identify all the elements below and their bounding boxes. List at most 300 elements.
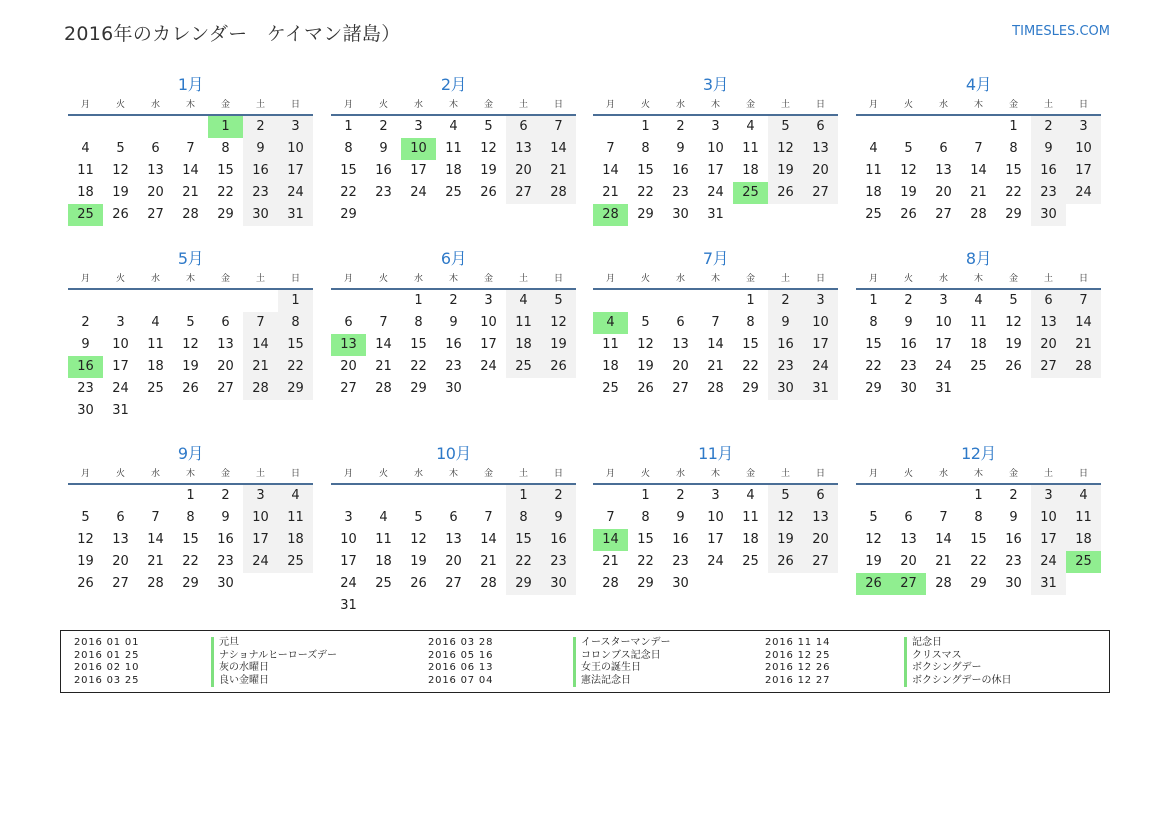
day-cell: 26: [112, 207, 129, 222]
weekday-label: 火: [640, 469, 650, 479]
empty-cell: [506, 378, 541, 400]
empty-cell: [628, 290, 663, 312]
day-cell: 5: [1009, 293, 1018, 308]
day-cell: 13: [217, 337, 234, 352]
holiday-name: ナショナルヒーローズデー: [211, 650, 337, 663]
weekend-day-cell: 11: [1066, 507, 1101, 529]
day-cell: 15: [637, 532, 654, 547]
weekday-label: 木: [448, 469, 458, 479]
day-cell: 9: [676, 510, 685, 525]
weekday-label: 火: [640, 100, 650, 110]
weekday-label: 火: [115, 469, 125, 479]
weekend-day-cell: 27: [506, 182, 541, 204]
holiday-name: クリスマス: [904, 650, 1012, 663]
weekday-label: 水: [413, 469, 423, 479]
empty-cell: [733, 204, 768, 226]
day-cell: 20: [672, 359, 689, 374]
weekend-day-cell: 2: [243, 116, 278, 138]
weekend-day-cell: 18: [506, 334, 541, 356]
week-row: [856, 378, 1101, 400]
week-row: [331, 160, 576, 182]
month-name: 9月: [177, 444, 204, 463]
weekday-header: [856, 272, 1101, 290]
week-row: [593, 573, 838, 595]
week-row: [68, 138, 313, 160]
weekday-label: 月: [80, 469, 90, 479]
weekend-day-cell: 16: [541, 529, 576, 551]
weekend-day-cell: 2: [541, 485, 576, 507]
weekend-day-cell: 16: [1031, 160, 1066, 182]
weekday-label: 月: [343, 274, 353, 284]
day-cell: 11: [77, 163, 94, 178]
day-cell: 4: [974, 293, 983, 308]
week-row: [68, 485, 313, 507]
day-cell: 25: [742, 554, 759, 569]
day-cell: 8: [1009, 141, 1018, 156]
holiday-day-cell: 4: [593, 312, 628, 334]
weekend-day-cell: 5: [768, 485, 803, 507]
empty-cell: [593, 290, 628, 312]
empty-cell: [663, 290, 698, 312]
day-cell: 8: [221, 141, 230, 156]
day-cell: 28: [602, 576, 619, 591]
month-calendar: [593, 249, 838, 400]
empty-cell: [173, 400, 208, 422]
weekday-header: [593, 272, 838, 290]
day-cell: 1: [344, 119, 353, 134]
day-cell: 14: [147, 532, 164, 547]
month-calendar: [593, 444, 838, 595]
month-calendar: [856, 444, 1101, 595]
day-cell: 2: [676, 119, 685, 134]
weekday-label: 木: [973, 100, 983, 110]
month-name: 3月: [702, 75, 729, 94]
weekend-day-cell: 19: [768, 160, 803, 182]
weekend-day-cell: 9: [768, 312, 803, 334]
day-cell: 20: [445, 554, 462, 569]
day-cell: 28: [182, 207, 199, 222]
weekend-day-cell: 31: [1031, 573, 1066, 595]
week-row: [593, 507, 838, 529]
weekday-label: 日: [1078, 274, 1088, 284]
day-cell: 15: [217, 163, 234, 178]
week-row: [593, 138, 838, 160]
day-cell: 1: [641, 488, 650, 503]
week-row: [856, 356, 1101, 378]
day-cell: 22: [217, 185, 234, 200]
weekday-label: 木: [973, 469, 983, 479]
week-row: [856, 334, 1101, 356]
day-cell: 17: [935, 337, 952, 352]
empty-cell: [138, 400, 173, 422]
empty-cell: [1066, 378, 1101, 400]
day-cell: 30: [672, 576, 689, 591]
day-cell: 12: [900, 163, 917, 178]
day-cell: 2: [221, 488, 230, 503]
day-cell: 16: [1005, 532, 1022, 547]
empty-cell: [1066, 204, 1101, 226]
day-cell: 22: [865, 359, 882, 374]
holiday-day-cell: 26: [856, 573, 891, 595]
week-row: [68, 334, 313, 356]
empty-cell: [541, 595, 576, 617]
day-cell: 20: [935, 185, 952, 200]
day-cell: 15: [970, 532, 987, 547]
weekday-label: 日: [290, 469, 300, 479]
day-cell: 17: [340, 554, 357, 569]
weekend-day-cell: 12: [768, 138, 803, 160]
empty-cell: [593, 116, 628, 138]
holiday-date: 2016 06 13: [428, 662, 494, 674]
empty-cell: [173, 290, 208, 312]
weekend-day-cell: 20: [803, 160, 838, 182]
holiday-day-cell: 25: [68, 204, 103, 226]
holiday-date-column: [428, 637, 493, 687]
weekday-label: 木: [448, 274, 458, 284]
day-cell: 25: [147, 381, 164, 396]
day-cell: 24: [340, 576, 357, 591]
month-name: 8月: [965, 249, 992, 268]
day-cell: 11: [742, 141, 759, 156]
week-row: [331, 378, 576, 400]
day-cell: 28: [935, 576, 952, 591]
day-cell: 16: [375, 163, 392, 178]
site-link[interactable]: TIMESLES.COM: [1012, 24, 1110, 39]
holiday-list: [60, 630, 1110, 693]
day-cell: 2: [449, 293, 458, 308]
weekend-day-cell: 13: [803, 138, 838, 160]
week-row: [68, 182, 313, 204]
week-row: [68, 116, 313, 138]
day-cell: 18: [742, 532, 759, 547]
day-cell: 16: [672, 163, 689, 178]
empty-cell: [768, 204, 803, 226]
holiday-day-cell: 28: [593, 204, 628, 226]
week-row: [331, 182, 576, 204]
week-row: [331, 116, 576, 138]
day-cell: 9: [904, 315, 913, 330]
day-cell: 14: [602, 163, 619, 178]
day-cell: 15: [865, 337, 882, 352]
weekday-label: 水: [675, 100, 685, 110]
day-cell: 2: [676, 488, 685, 503]
week-row: [856, 138, 1101, 160]
day-cell: 1: [641, 119, 650, 134]
day-cell: 24: [935, 359, 952, 374]
day-cell: 1: [1009, 119, 1018, 134]
day-cell: 20: [217, 359, 234, 374]
holiday-date: 2016 01 25: [74, 649, 140, 661]
day-cell: 15: [742, 337, 759, 352]
day-cell: 23: [672, 554, 689, 569]
day-cell: 21: [707, 359, 724, 374]
empty-cell: [278, 573, 313, 595]
empty-cell: [541, 204, 576, 226]
day-cell: 19: [410, 554, 427, 569]
day-cell: 10: [340, 532, 357, 547]
week-row: [331, 138, 576, 160]
weekday-label: 日: [815, 469, 825, 479]
weekday-label: 金: [483, 469, 493, 479]
weekday-label: 月: [80, 274, 90, 284]
day-cell: 23: [445, 359, 462, 374]
weekend-day-cell: 15: [506, 529, 541, 551]
weekend-day-cell: 26: [541, 356, 576, 378]
day-cell: 3: [414, 119, 423, 134]
weekday-label: 水: [413, 274, 423, 284]
holiday-date-column: [74, 637, 139, 687]
day-cell: 23: [77, 381, 94, 396]
weekday-label: 土: [255, 274, 265, 284]
weekday-label: 水: [675, 274, 685, 284]
weekend-day-cell: 23: [243, 182, 278, 204]
day-cell: 3: [116, 315, 125, 330]
weekend-day-cell: 10: [803, 312, 838, 334]
day-cell: 4: [151, 315, 160, 330]
holiday-date: 2016 03 25: [74, 674, 140, 686]
day-cell: 4: [746, 119, 755, 134]
day-cell: 2: [379, 119, 388, 134]
holiday-name: 憲法記念日: [573, 675, 671, 688]
weekend-day-cell: 4: [1066, 485, 1101, 507]
day-cell: 3: [711, 488, 720, 503]
weekday-label: 土: [780, 100, 790, 110]
day-cell: 9: [1009, 510, 1018, 525]
week-row: [331, 507, 576, 529]
empty-cell: [243, 573, 278, 595]
day-cell: 5: [869, 510, 878, 525]
weekend-day-cell: 23: [768, 356, 803, 378]
empty-cell: [803, 573, 838, 595]
day-cell: 6: [449, 510, 458, 525]
day-cell: 10: [112, 337, 129, 352]
weekday-label: 金: [220, 100, 230, 110]
empty-cell: [961, 378, 996, 400]
day-cell: 25: [970, 359, 987, 374]
weekday-label: 土: [1043, 274, 1053, 284]
holiday-name: 女王の誕生日: [573, 662, 671, 675]
weekend-day-cell: 25: [506, 356, 541, 378]
month-calendar: [68, 75, 313, 226]
empty-cell: [68, 116, 103, 138]
week-row: [331, 485, 576, 507]
weekday-label: 火: [378, 469, 388, 479]
day-cell: 12: [182, 337, 199, 352]
day-cell: 9: [449, 315, 458, 330]
day-cell: 24: [707, 185, 724, 200]
week-row: [856, 290, 1101, 312]
weekend-day-cell: 24: [243, 551, 278, 573]
day-cell: 29: [217, 207, 234, 222]
day-cell: 23: [672, 185, 689, 200]
holiday-date: 2016 12 27: [765, 674, 831, 686]
weekday-header: [856, 98, 1101, 116]
day-cell: 7: [711, 315, 720, 330]
day-cell: 2: [81, 315, 90, 330]
weekday-label: 月: [868, 274, 878, 284]
week-row: [593, 204, 838, 226]
empty-cell: [138, 290, 173, 312]
weekday-label: 木: [710, 100, 720, 110]
day-cell: 5: [81, 510, 90, 525]
day-cell: 13: [935, 163, 952, 178]
weekday-label: 金: [1008, 100, 1018, 110]
day-cell: 3: [939, 293, 948, 308]
month-calendar: [331, 249, 576, 400]
day-cell: 13: [900, 532, 917, 547]
week-row: [593, 116, 838, 138]
weekday-label: 木: [185, 469, 195, 479]
weekend-day-cell: 22: [506, 551, 541, 573]
weekday-label: 土: [780, 274, 790, 284]
day-cell: 13: [147, 163, 164, 178]
weekday-label: 金: [483, 100, 493, 110]
day-cell: 14: [182, 163, 199, 178]
weekday-label: 日: [290, 274, 300, 284]
weekday-header: [593, 98, 838, 116]
empty-cell: [401, 595, 436, 617]
month-calendar: [331, 75, 576, 226]
weekend-day-cell: 27: [1031, 356, 1066, 378]
weekend-day-cell: 3: [278, 116, 313, 138]
day-cell: 8: [641, 141, 650, 156]
week-row: [68, 312, 313, 334]
day-cell: 6: [939, 141, 948, 156]
day-cell: 27: [672, 381, 689, 396]
weekday-label: 火: [115, 100, 125, 110]
empty-cell: [331, 485, 366, 507]
week-row: [331, 290, 576, 312]
day-cell: 10: [480, 315, 497, 330]
weekend-day-cell: 13: [1031, 312, 1066, 334]
day-cell: 26: [900, 207, 917, 222]
weekday-label: 水: [150, 274, 160, 284]
week-row: [593, 529, 838, 551]
day-cell: 29: [637, 207, 654, 222]
day-cell: 29: [410, 381, 427, 396]
weekend-day-cell: 10: [1031, 507, 1066, 529]
weekend-day-cell: 17: [803, 334, 838, 356]
empty-cell: [506, 595, 541, 617]
day-cell: 17: [480, 337, 497, 352]
month-calendar: [856, 249, 1101, 400]
weekday-label: 日: [553, 274, 563, 284]
day-cell: 31: [707, 207, 724, 222]
week-row: [331, 204, 576, 226]
day-cell: 31: [935, 381, 952, 396]
day-cell: 11: [602, 337, 619, 352]
day-cell: 30: [217, 576, 234, 591]
weekend-day-cell: 21: [243, 356, 278, 378]
day-cell: 20: [147, 185, 164, 200]
empty-cell: [926, 116, 961, 138]
week-row: [68, 573, 313, 595]
week-row: [68, 290, 313, 312]
day-cell: 16: [900, 337, 917, 352]
holiday-date: 2016 05 16: [428, 649, 494, 661]
day-cell: 27: [112, 576, 129, 591]
day-cell: 4: [449, 119, 458, 134]
day-cell: 20: [340, 359, 357, 374]
day-cell: 19: [182, 359, 199, 374]
day-cell: 5: [414, 510, 423, 525]
day-cell: 13: [672, 337, 689, 352]
weekday-label: 土: [518, 469, 528, 479]
empty-cell: [891, 116, 926, 138]
empty-cell: [856, 485, 891, 507]
day-cell: 5: [641, 315, 650, 330]
weekday-label: 金: [220, 274, 230, 284]
day-cell: 31: [112, 403, 129, 418]
day-cell: 29: [742, 381, 759, 396]
week-row: [856, 116, 1101, 138]
weekday-header: [331, 467, 576, 485]
weekend-day-cell: 4: [278, 485, 313, 507]
day-cell: 17: [410, 163, 427, 178]
empty-cell: [926, 485, 961, 507]
weekend-day-cell: 6: [506, 116, 541, 138]
day-cell: 12: [77, 532, 94, 547]
day-cell: 20: [900, 554, 917, 569]
day-cell: 1: [746, 293, 755, 308]
day-cell: 22: [182, 554, 199, 569]
weekend-day-cell: 17: [243, 529, 278, 551]
day-cell: 15: [637, 163, 654, 178]
day-cell: 12: [480, 141, 497, 156]
weekend-day-cell: 7: [243, 312, 278, 334]
holiday-day-cell: 14: [593, 529, 628, 551]
day-cell: 6: [221, 315, 230, 330]
empty-cell: [471, 595, 506, 617]
empty-cell: [401, 485, 436, 507]
empty-cell: [103, 116, 138, 138]
day-cell: 7: [606, 510, 615, 525]
month-calendar: [856, 75, 1101, 226]
weekend-day-cell: 28: [541, 182, 576, 204]
weekend-day-cell: 21: [541, 160, 576, 182]
weekday-label: 日: [1078, 100, 1088, 110]
day-cell: 12: [1005, 315, 1022, 330]
week-row: [68, 400, 313, 422]
weekend-day-cell: 8: [506, 507, 541, 529]
weekday-label: 水: [150, 100, 160, 110]
weekend-day-cell: 24: [1031, 551, 1066, 573]
day-cell: 27: [340, 381, 357, 396]
weekend-day-cell: 30: [243, 204, 278, 226]
weekday-header: [68, 272, 313, 290]
day-cell: 21: [602, 185, 619, 200]
week-row: [331, 334, 576, 356]
empty-cell: [103, 290, 138, 312]
day-cell: 1: [974, 488, 983, 503]
day-cell: 28: [480, 576, 497, 591]
weekday-label: 月: [80, 100, 90, 110]
day-cell: 5: [484, 119, 493, 134]
day-cell: 3: [344, 510, 353, 525]
week-row: [331, 356, 576, 378]
weekday-label: 日: [553, 469, 563, 479]
day-cell: 19: [637, 359, 654, 374]
weekday-label: 金: [483, 274, 493, 284]
empty-cell: [1066, 573, 1101, 595]
week-row: [331, 551, 576, 573]
weekday-label: 月: [605, 469, 615, 479]
weekday-header: [68, 98, 313, 116]
week-row: [593, 312, 838, 334]
week-row: [331, 529, 576, 551]
empty-cell: [138, 485, 173, 507]
weekend-day-cell: 19: [541, 334, 576, 356]
